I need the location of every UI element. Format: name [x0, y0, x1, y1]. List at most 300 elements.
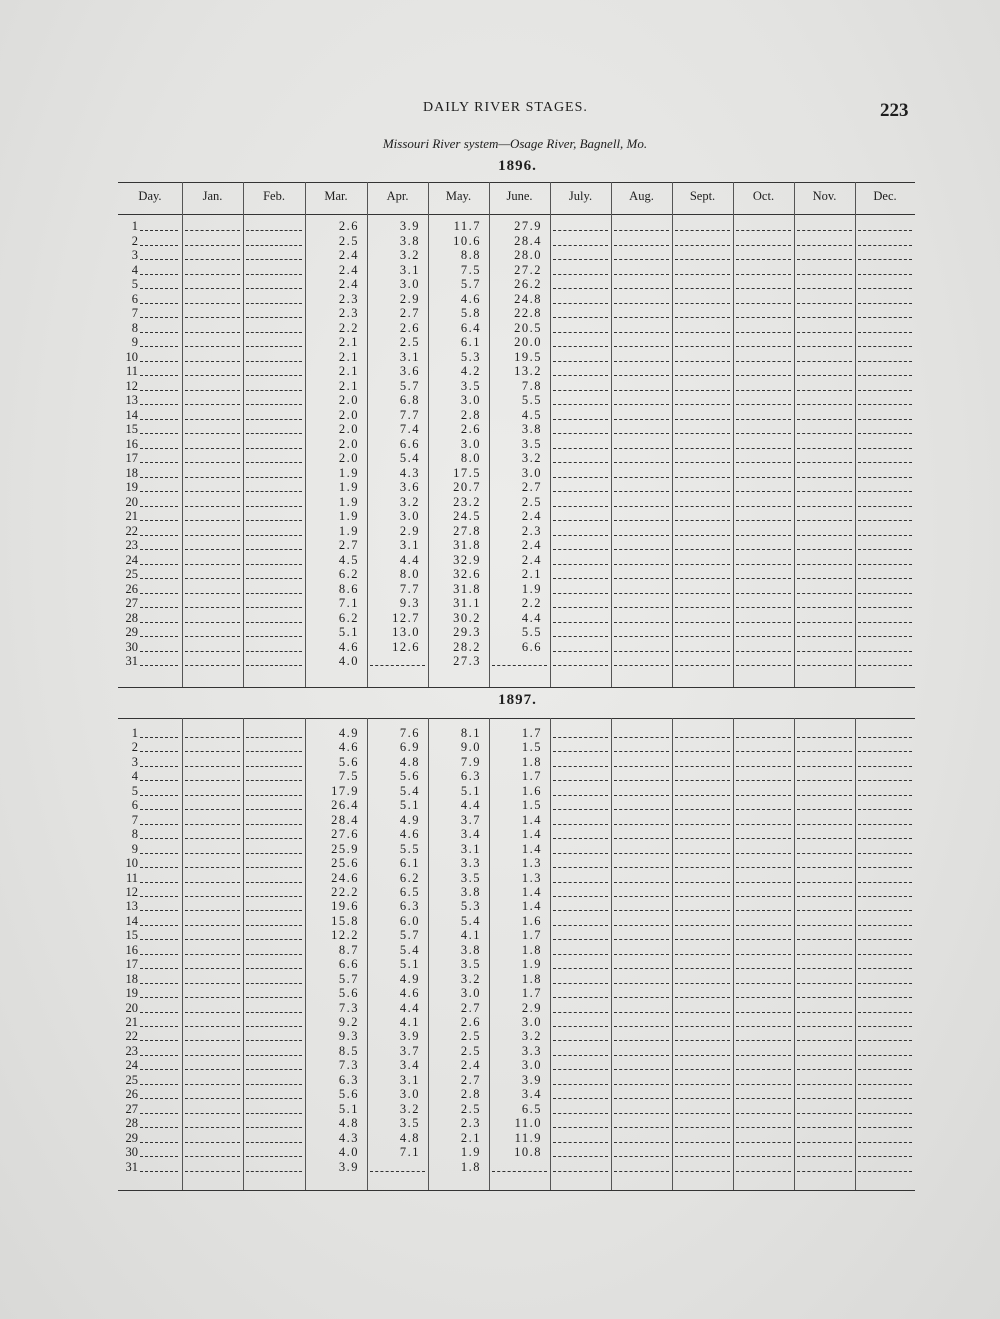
empty-cell-leader — [185, 1012, 240, 1013]
stage-value-mar: 27.6 — [331, 827, 359, 842]
empty-cell-leader — [736, 245, 791, 246]
empty-cell-leader — [614, 535, 669, 536]
stage-value-apr: 6.0 — [399, 913, 420, 928]
empty-cell-leader — [736, 751, 791, 752]
empty-cell-leader — [797, 636, 852, 637]
empty-cell-leader — [370, 665, 425, 666]
empty-cell-leader — [553, 448, 608, 449]
stage-value-may: 3.5 — [460, 870, 481, 885]
empty-cell-leader — [736, 1098, 791, 1099]
empty-cell-leader — [858, 303, 912, 304]
column-header-3: Feb. — [263, 189, 285, 203]
empty-cell-leader — [675, 303, 730, 304]
empty-cell-leader — [797, 1127, 852, 1128]
empty-cell-leader — [797, 332, 852, 333]
empty-cell-leader — [553, 390, 608, 391]
stage-value-apr: 4.6 — [399, 827, 420, 842]
empty-cell-leader — [858, 1098, 912, 1099]
empty-cell-leader — [797, 882, 852, 883]
day-number: 29 — [125, 625, 138, 639]
empty-cell-leader — [736, 259, 791, 260]
empty-cell-leader — [185, 520, 240, 521]
day-leader — [140, 288, 178, 289]
empty-cell-leader — [858, 245, 912, 246]
column-header-11: Oct. — [752, 189, 775, 203]
empty-cell-leader — [185, 419, 240, 420]
empty-cell-leader — [246, 882, 302, 883]
empty-cell-leader — [185, 651, 240, 652]
stage-value-may: 4.1 — [460, 928, 481, 943]
empty-cell-leader — [553, 317, 608, 318]
empty-cell-leader — [675, 1026, 730, 1027]
empty-cell-leader — [797, 390, 852, 391]
empty-cell-leader — [736, 462, 791, 463]
empty-cell-leader — [185, 636, 240, 637]
empty-cell-leader — [553, 1069, 608, 1070]
stage-value-june: 1.7 — [521, 928, 542, 943]
empty-cell-leader — [185, 1069, 240, 1070]
empty-cell-leader — [246, 896, 302, 897]
empty-cell-leader — [675, 665, 730, 666]
empty-cell-leader — [736, 853, 791, 854]
stage-value-may: 3.4 — [460, 827, 481, 842]
empty-cell-leader — [614, 375, 669, 376]
empty-cell-leader — [185, 1055, 240, 1056]
day-number: 30 — [125, 639, 138, 654]
table-start-rule-1 — [118, 718, 915, 719]
stage-value-apr: 5.5 — [399, 841, 420, 856]
day-leader — [140, 245, 178, 246]
empty-cell-leader — [614, 766, 669, 767]
stage-value-may: 1.8 — [460, 1159, 481, 1174]
empty-cell-leader — [736, 419, 791, 420]
stage-value-mar: 19.6 — [331, 899, 359, 914]
empty-cell-leader — [614, 1055, 669, 1056]
stage-value-june: 28.4 — [514, 233, 542, 248]
empty-cell-leader — [553, 506, 608, 507]
day-number: 23 — [125, 1043, 138, 1058]
empty-cell-leader — [246, 983, 302, 984]
empty-cell-leader — [675, 751, 730, 752]
empty-cell-leader — [858, 910, 912, 911]
column-header-13: Dec. — [873, 189, 897, 203]
empty-cell-leader — [858, 925, 912, 926]
empty-cell-leader — [858, 737, 912, 738]
empty-cell-leader — [185, 477, 240, 478]
column-rule — [550, 718, 551, 1190]
empty-cell-leader — [185, 1040, 240, 1041]
day-leader — [140, 651, 178, 652]
stage-value-june: 3.2 — [521, 1029, 542, 1044]
column-header-9: Aug. — [629, 189, 654, 203]
stage-value-may: 2.5 — [460, 1043, 481, 1058]
empty-cell-leader — [553, 462, 608, 463]
stage-value-june: 3.3 — [521, 1043, 542, 1058]
empty-cell-leader — [675, 910, 730, 911]
day-leader — [140, 564, 178, 565]
empty-cell-leader — [675, 1084, 730, 1085]
empty-cell-leader — [675, 809, 730, 810]
stage-value-may: 5.3 — [460, 899, 481, 914]
stage-value-mar: 2.7 — [338, 538, 359, 552]
day-leader — [140, 535, 178, 536]
empty-cell-leader — [675, 419, 730, 420]
stage-value-may: 2.6 — [460, 1015, 481, 1029]
stage-value-mar: 5.1 — [338, 625, 359, 639]
empty-cell-leader — [675, 390, 730, 391]
day-leader — [140, 1055, 178, 1056]
empty-cell-leader — [246, 549, 302, 550]
day-number: 3 — [131, 754, 138, 769]
day-leader — [140, 665, 178, 666]
empty-cell-leader — [185, 1113, 240, 1114]
day-number: 6 — [131, 291, 138, 306]
empty-cell-leader — [858, 1156, 912, 1157]
empty-cell-leader — [185, 288, 240, 289]
empty-cell-leader — [858, 795, 912, 796]
empty-cell-leader — [553, 593, 608, 594]
empty-cell-leader — [858, 1113, 912, 1114]
empty-cell-leader — [246, 535, 302, 536]
empty-cell-leader — [797, 1142, 852, 1143]
stage-value-june: 26.2 — [514, 277, 542, 291]
day-number: 10 — [125, 349, 138, 364]
empty-cell-leader — [185, 780, 240, 781]
stage-value-mar: 2.2 — [338, 320, 359, 335]
empty-cell-leader — [185, 390, 240, 391]
empty-cell-leader — [553, 1012, 608, 1013]
empty-cell-leader — [185, 448, 240, 449]
stage-value-mar: 4.6 — [338, 639, 359, 654]
stage-value-apr: 9.3 — [399, 596, 420, 610]
day-number: 11 — [125, 364, 138, 378]
empty-cell-leader — [246, 751, 302, 752]
empty-cell-leader — [185, 462, 240, 463]
empty-cell-leader — [797, 593, 852, 594]
empty-cell-leader — [185, 549, 240, 550]
day-number: 1 — [131, 726, 138, 740]
empty-cell-leader — [614, 1098, 669, 1099]
stage-value-apr: 7.7 — [399, 407, 420, 422]
stage-value-apr: 4.9 — [399, 812, 420, 827]
empty-cell-leader — [614, 477, 669, 478]
stage-value-mar: 4.0 — [338, 654, 359, 668]
stage-value-may: 2.7 — [460, 1000, 481, 1015]
stage-value-mar: 5.6 — [338, 986, 359, 1001]
stage-value-mar: 2.3 — [338, 291, 359, 306]
empty-cell-leader — [553, 259, 608, 260]
empty-cell-leader — [614, 1084, 669, 1085]
day-leader — [140, 1156, 178, 1157]
empty-cell-leader — [675, 1055, 730, 1056]
empty-cell-leader — [185, 983, 240, 984]
day-leader — [140, 780, 178, 781]
empty-cell-leader — [185, 1084, 240, 1085]
empty-cell-leader — [736, 1171, 791, 1172]
stage-value-apr: 3.8 — [399, 233, 420, 248]
stage-value-mar: 9.3 — [338, 1029, 359, 1044]
empty-cell-leader — [675, 332, 730, 333]
empty-cell-leader — [736, 303, 791, 304]
empty-cell-leader — [614, 853, 669, 854]
empty-cell-leader — [185, 867, 240, 868]
stage-value-june: 1.3 — [521, 870, 542, 885]
stage-value-mar: 24.6 — [331, 870, 359, 885]
stage-value-mar: 2.3 — [338, 306, 359, 320]
empty-cell-leader — [246, 346, 302, 347]
empty-cell-leader — [553, 1171, 608, 1172]
day-number: 19 — [125, 986, 138, 1001]
empty-cell-leader — [185, 375, 240, 376]
empty-cell-leader — [736, 549, 791, 550]
empty-cell-leader — [797, 896, 852, 897]
empty-cell-leader — [675, 983, 730, 984]
empty-cell-leader — [675, 593, 730, 594]
empty-cell-leader — [675, 578, 730, 579]
stage-value-apr: 7.4 — [399, 422, 420, 436]
empty-cell-leader — [797, 506, 852, 507]
empty-cell-leader — [185, 925, 240, 926]
stage-value-apr: 3.1 — [399, 262, 420, 277]
empty-cell-leader — [858, 593, 912, 594]
empty-cell-leader — [675, 824, 730, 825]
day-number: 18 — [125, 971, 138, 986]
stage-value-may: 8.8 — [460, 248, 481, 262]
empty-cell-leader — [246, 838, 302, 839]
empty-cell-leader — [797, 419, 852, 420]
column-rule — [672, 182, 673, 687]
empty-cell-leader — [858, 824, 912, 825]
day-number: 20 — [125, 494, 138, 509]
stage-value-may: 8.0 — [460, 451, 481, 465]
stage-value-may: 2.6 — [460, 422, 481, 436]
column-header-2: Jan. — [202, 189, 223, 203]
empty-cell-leader — [858, 375, 912, 376]
day-leader — [140, 1171, 178, 1172]
empty-cell-leader — [246, 1113, 302, 1114]
empty-cell-leader — [736, 954, 791, 955]
empty-cell-leader — [553, 245, 608, 246]
day-leader — [140, 1012, 178, 1013]
empty-cell-leader — [553, 433, 608, 434]
stage-value-june: 3.0 — [521, 1058, 542, 1073]
empty-cell-leader — [797, 824, 852, 825]
empty-cell-leader — [858, 564, 912, 565]
empty-cell-leader — [736, 882, 791, 883]
column-header-6: May. — [445, 189, 472, 203]
table-end-rule-0 — [118, 687, 915, 688]
empty-cell-leader — [736, 867, 791, 868]
empty-cell-leader — [614, 390, 669, 391]
empty-cell-leader — [246, 968, 302, 969]
stage-value-mar: 1.9 — [338, 480, 359, 494]
empty-cell-leader — [797, 1113, 852, 1114]
stage-value-may: 3.5 — [460, 378, 481, 393]
day-number: 23 — [125, 538, 138, 552]
stage-value-june: 1.8 — [521, 971, 542, 986]
empty-cell-leader — [185, 1142, 240, 1143]
column-rule — [611, 718, 612, 1190]
empty-cell-leader — [246, 780, 302, 781]
stage-value-june: 7.8 — [521, 378, 542, 393]
day-number: 8 — [131, 827, 138, 842]
empty-cell-leader — [736, 1026, 791, 1027]
day-leader — [140, 593, 178, 594]
empty-cell-leader — [797, 462, 852, 463]
empty-cell-leader — [553, 925, 608, 926]
empty-cell-leader — [675, 535, 730, 536]
empty-cell-leader — [736, 1113, 791, 1114]
empty-cell-leader — [185, 245, 240, 246]
empty-cell-leader — [614, 607, 669, 608]
empty-cell-leader — [736, 925, 791, 926]
stage-value-mar: 2.0 — [338, 451, 359, 465]
day-leader — [140, 983, 178, 984]
stage-value-apr: 4.3 — [399, 465, 420, 480]
empty-cell-leader — [553, 1084, 608, 1085]
empty-cell-leader — [185, 361, 240, 362]
empty-cell-leader — [797, 549, 852, 550]
stage-value-may: 29.3 — [453, 625, 481, 639]
empty-cell-leader — [797, 535, 852, 536]
empty-cell-leader — [614, 448, 669, 449]
empty-cell-leader — [797, 1040, 852, 1041]
empty-cell-leader — [858, 1026, 912, 1027]
empty-cell-leader — [246, 274, 302, 275]
stage-value-mar: 6.2 — [338, 567, 359, 581]
empty-cell-leader — [797, 404, 852, 405]
empty-cell-leader — [185, 303, 240, 304]
empty-cell-leader — [185, 1171, 240, 1172]
empty-cell-leader — [553, 896, 608, 897]
empty-cell-leader — [675, 375, 730, 376]
empty-cell-leader — [246, 404, 302, 405]
empty-cell-leader — [614, 317, 669, 318]
empty-cell-leader — [797, 375, 852, 376]
column-rule — [733, 182, 734, 687]
empty-cell-leader — [797, 838, 852, 839]
stage-value-may: 4.6 — [460, 291, 481, 306]
empty-cell-leader — [675, 288, 730, 289]
column-rule — [550, 182, 551, 687]
empty-cell-leader — [858, 1171, 912, 1172]
empty-cell-leader — [492, 665, 547, 666]
empty-cell-leader — [185, 259, 240, 260]
empty-cell-leader — [553, 809, 608, 810]
stage-value-june: 1.7 — [521, 726, 542, 740]
stage-value-apr: 3.5 — [399, 1116, 420, 1131]
empty-cell-leader — [553, 477, 608, 478]
day-number: 16 — [125, 436, 138, 451]
empty-cell-leader — [614, 404, 669, 405]
day-leader — [140, 853, 178, 854]
day-number: 15 — [125, 422, 138, 436]
empty-cell-leader — [858, 1012, 912, 1013]
day-leader — [140, 925, 178, 926]
empty-cell-leader — [246, 651, 302, 652]
stage-value-apr: 4.8 — [399, 754, 420, 769]
empty-cell-leader — [185, 882, 240, 883]
year-heading-1896: 1896. — [498, 158, 537, 174]
stage-value-june: 1.7 — [521, 769, 542, 784]
empty-cell-leader — [858, 274, 912, 275]
empty-cell-leader — [185, 346, 240, 347]
empty-cell-leader — [614, 433, 669, 434]
empty-cell-leader — [185, 766, 240, 767]
stage-value-may: 3.7 — [460, 812, 481, 827]
empty-cell-leader — [797, 665, 852, 666]
empty-cell-leader — [736, 997, 791, 998]
day-number: 8 — [131, 320, 138, 335]
empty-cell-leader — [675, 491, 730, 492]
empty-cell-leader — [246, 1069, 302, 1070]
empty-cell-leader — [614, 520, 669, 521]
stage-value-may: 31.8 — [453, 538, 481, 552]
empty-cell-leader — [797, 766, 852, 767]
empty-cell-leader — [736, 824, 791, 825]
column-rule — [672, 718, 673, 1190]
empty-cell-leader — [185, 433, 240, 434]
stage-value-mar: 2.0 — [338, 436, 359, 451]
stage-value-may: 3.5 — [460, 957, 481, 972]
empty-cell-leader — [553, 491, 608, 492]
empty-cell-leader — [675, 520, 730, 521]
empty-cell-leader — [858, 520, 912, 521]
empty-cell-leader — [553, 780, 608, 781]
empty-cell-leader — [246, 433, 302, 434]
empty-cell-leader — [614, 332, 669, 333]
day-leader — [140, 462, 178, 463]
empty-cell-leader — [675, 274, 730, 275]
empty-cell-leader — [246, 520, 302, 521]
column-rule — [855, 182, 856, 687]
empty-cell-leader — [797, 520, 852, 521]
stage-value-apr: 6.2 — [399, 870, 420, 885]
stage-value-june: 1.5 — [521, 740, 542, 755]
stage-value-june: 2.4 — [521, 538, 542, 552]
column-rule — [794, 718, 795, 1190]
empty-cell-leader — [614, 259, 669, 260]
stage-value-mar: 1.9 — [338, 465, 359, 480]
stage-value-may: 2.5 — [460, 1029, 481, 1044]
stage-value-june: 2.9 — [521, 1000, 542, 1015]
stage-value-june: 2.4 — [521, 509, 542, 523]
day-leader — [140, 1026, 178, 1027]
empty-cell-leader — [553, 1142, 608, 1143]
day-number: 20 — [125, 1000, 138, 1015]
empty-cell-leader — [185, 607, 240, 608]
empty-cell-leader — [185, 622, 240, 623]
day-leader — [140, 1127, 178, 1128]
stage-value-may: 32.9 — [453, 552, 481, 567]
empty-cell-leader — [675, 549, 730, 550]
stage-value-may: 17.5 — [453, 465, 481, 480]
empty-cell-leader — [553, 1055, 608, 1056]
stage-value-june: 11.9 — [514, 1130, 542, 1145]
empty-cell-leader — [736, 564, 791, 565]
stage-value-apr: 3.9 — [399, 219, 420, 233]
day-leader — [140, 1113, 178, 1114]
stage-value-mar: 2.1 — [338, 349, 359, 364]
stage-value-june: 11.0 — [514, 1116, 542, 1131]
empty-cell-leader — [858, 491, 912, 492]
empty-cell-leader — [553, 1098, 608, 1099]
empty-cell-leader — [185, 506, 240, 507]
empty-cell-leader — [553, 665, 608, 666]
stage-value-apr: 6.9 — [399, 740, 420, 755]
stage-value-apr: 3.4 — [399, 1058, 420, 1073]
empty-cell-leader — [736, 1012, 791, 1013]
